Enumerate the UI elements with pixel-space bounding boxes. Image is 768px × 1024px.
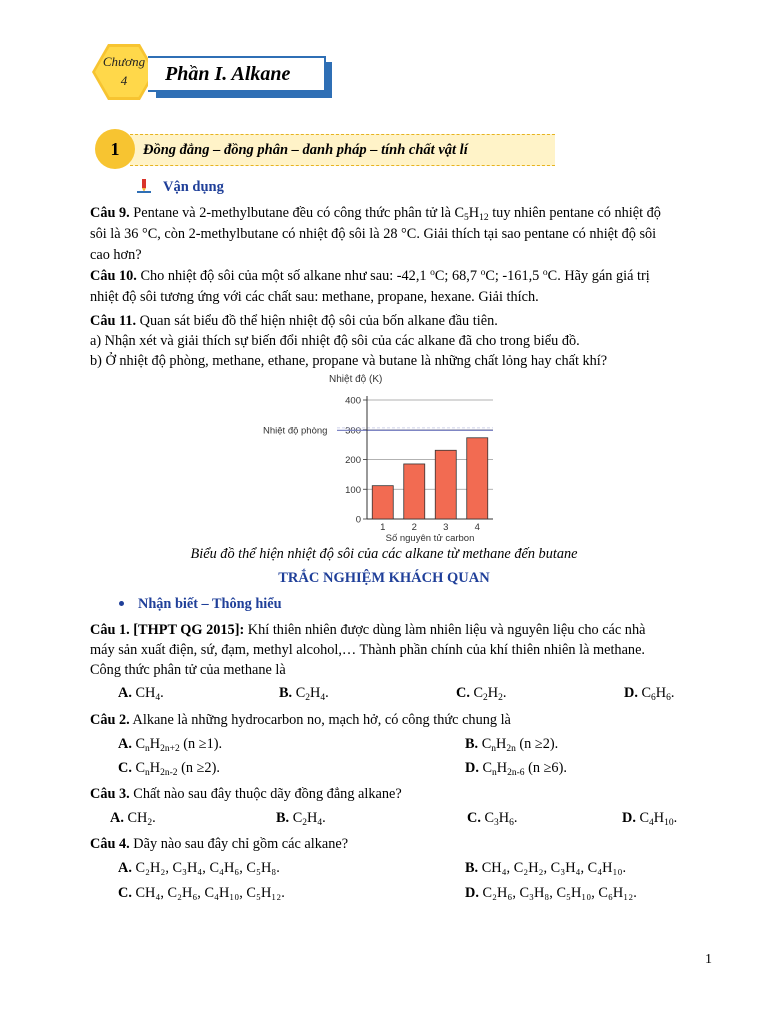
option-letter: D. — [465, 760, 479, 776]
mq3-label: Câu 3. — [90, 786, 130, 802]
mq1-label: Câu 1. [THPT QG 2015]: — [90, 622, 245, 638]
option-letter: A. — [110, 810, 124, 826]
chart-bar — [404, 464, 425, 519]
mq3-option-c[interactable] — [467, 808, 517, 828]
chart-ytick-label: 300 — [345, 425, 361, 437]
mq1-text: Khí thiên nhiên được dùng làm nhiên liệu và nguyên liệu cho các nhà — [244, 622, 646, 638]
formula-sub: 2 — [147, 818, 153, 828]
option-letter: A. — [118, 685, 132, 701]
q10-sup: o — [542, 268, 548, 278]
bullet-icon — [119, 601, 124, 606]
formula-part: H — [310, 685, 321, 701]
mq2-label: Câu 2. — [90, 712, 130, 728]
chart-ytick-label: 200 — [345, 455, 361, 466]
formula-part: C — [481, 736, 492, 752]
q9-line-3: cao hơn? — [90, 247, 142, 263]
mq3-line-1 — [90, 784, 402, 804]
mq4-option-a[interactable] — [118, 858, 280, 878]
chart-bar — [467, 438, 488, 519]
formula-sub: 2n+2 — [160, 744, 180, 754]
formula-part: C — [482, 760, 493, 776]
formula-part: H — [653, 810, 665, 826]
formula-part: . — [513, 810, 518, 826]
q9-text: tuy nhiên pentane có nhiệt độ — [488, 205, 661, 221]
formula-sub: 6 — [666, 693, 671, 703]
mq2-text: Alkane là những hydrocarbon no, mạch hở, có công thức chung là — [129, 712, 511, 728]
page-number: 1 — [705, 952, 712, 967]
formula-part: . — [160, 685, 164, 701]
formula-sub: 3 — [494, 818, 499, 828]
chart-bar — [372, 486, 393, 519]
formula-part: H — [149, 760, 161, 776]
option-letter: B. — [465, 736, 479, 752]
boiling-point-chart — [255, 368, 505, 548]
chart-reference-label: Nhiệt độ phòng — [263, 425, 328, 437]
q9-line-2: sôi là 36 °C, còn 2-methylbutane có nhiệt độ sôi là 28 °C. Giải thích tại sao pentane có nhiệt độ sôi — [90, 226, 657, 242]
formula-sub: n — [145, 744, 150, 754]
q9-label: Câu 9. — [90, 205, 130, 221]
chart-bar — [435, 450, 456, 519]
formula-part: C — [639, 810, 650, 826]
formula-part: C — [473, 685, 484, 701]
q11-text: Quan sát biểu đồ thể hiện nhiệt độ sôi của bốn alkane đầu tiên. — [136, 313, 498, 329]
mq3-option-a[interactable] — [110, 808, 156, 828]
formula-list: CH₄, C₂H₂, C₃H₄, C₄H₁₀. — [481, 860, 627, 876]
option-letter: C. — [118, 885, 132, 901]
section-number: 1 — [95, 129, 135, 169]
chart-xtick-label: 2 — [411, 522, 417, 533]
mq3-text: Chất nào sau đây thuộc dãy đồng đẳng alkane? — [129, 786, 402, 802]
option-letter: C. — [467, 810, 481, 826]
q10-label: Câu 10. — [90, 268, 137, 284]
formula-sub: n — [145, 768, 150, 778]
q10-text: C; -161,5 — [485, 268, 543, 284]
formula-part: H — [149, 736, 161, 752]
mq1-option-a[interactable] — [118, 683, 164, 703]
option-letter: A. — [118, 736, 132, 752]
mq1-line-3: Công thức phân tử của methane là — [90, 662, 286, 678]
formula-sub: 2n-2 — [160, 768, 178, 778]
formula-part: . — [152, 810, 156, 826]
nhanbiet-heading: Nhận biết – Thông hiểu — [138, 596, 282, 612]
option-letter: A. — [118, 860, 132, 876]
formula-part: H — [487, 685, 499, 701]
formula-sub: n — [492, 768, 497, 778]
formula-part: H — [307, 810, 318, 826]
formula-part: . — [673, 810, 678, 826]
chart-xlabel: Số nguyên tử carbon — [385, 533, 475, 544]
formula-part: H — [498, 810, 510, 826]
formula-part: C — [292, 810, 303, 826]
chart-ylabel: Nhiệt độ (K) — [329, 374, 383, 385]
mq3-option-b[interactable] — [276, 808, 326, 828]
mq2-option-a[interactable] — [118, 734, 222, 754]
part-title: Phần I. Alkane — [165, 63, 291, 85]
mc-section-title: TRẮC NGHIỆM KHÁCH QUAN — [278, 570, 490, 586]
mq1-option-d[interactable] — [624, 683, 674, 703]
chart-caption: Biểu đồ thể hiện nhiệt độ sôi của các alkane từ methane đến butane — [190, 546, 578, 562]
option-letter: D. — [622, 810, 636, 826]
mq4-line-1 — [90, 834, 348, 854]
q11-label: Câu 11. — [90, 313, 137, 329]
formula-part: C — [135, 736, 146, 752]
chart-ytick-label: 400 — [345, 395, 361, 407]
formula-part: (n ≥1). — [179, 736, 223, 752]
formula-part: CH — [135, 685, 156, 701]
option-letter: C. — [456, 685, 470, 701]
mq2-option-b[interactable] — [465, 734, 558, 754]
q10-line-1 — [90, 266, 650, 286]
mq4-option-d[interactable] — [465, 883, 637, 903]
mq4-option-c[interactable] — [118, 883, 285, 903]
formula-sub: 10 — [664, 818, 674, 828]
q10-text: C. Hãy gán giá trị — [547, 268, 650, 284]
formula-part: C — [484, 810, 495, 826]
formula-sub: 2n-6 — [507, 768, 525, 778]
chapter-label: Chương — [102, 54, 146, 69]
formula-part: H — [496, 736, 507, 752]
mq1-option-c[interactable] — [456, 683, 506, 703]
mq1-line-1 — [90, 620, 645, 640]
formula-part: H — [496, 760, 508, 776]
option-letter: B. — [276, 810, 290, 826]
mq2-option-d[interactable] — [465, 758, 567, 778]
option-letter: D. — [624, 685, 638, 701]
chart-ytick-label: 0 — [355, 514, 361, 526]
option-letter: D. — [465, 885, 479, 901]
formula-part: CH — [127, 810, 148, 826]
formula-part: (n ≥2). — [515, 736, 559, 752]
q9-sub: 12 — [479, 213, 489, 223]
mq1-option-b[interactable] — [279, 683, 329, 703]
formula-sub: 2 — [302, 818, 307, 828]
q11-line-1 — [90, 311, 498, 331]
formula-part: H — [655, 685, 667, 701]
vandung-heading: Vận dụng — [163, 179, 224, 195]
q11-line-2: a) Nhận xét và giải thích sự biến đổi nhiệt độ sôi của các alkane đã cho trong biểu đồ. — [90, 333, 580, 349]
formula-part: . — [322, 810, 326, 826]
option-letter: C. — [118, 760, 132, 776]
formula-sub: 2 — [498, 693, 503, 703]
q9-sub: 5 — [464, 213, 469, 223]
q9-line-1 — [90, 203, 661, 223]
formula-part: C — [295, 685, 306, 701]
formula-list: CH₄, C₂H₆, C₄H₁₀, C₅H₁₂. — [135, 885, 285, 901]
chapter-number: 4 — [120, 73, 128, 88]
section-title: Đồng đẳng – đồng phân – danh pháp – tính chất vật lí — [143, 142, 468, 158]
mq4-text: Dãy nào sau đây chỉ gồm các alkane? — [129, 836, 349, 852]
pencil-icon — [137, 179, 151, 193]
formula-part: . — [325, 685, 329, 701]
q10-line-2: nhiệt độ sôi tương ứng với các chất sau: methane, propane, hexane. Giải thích. — [90, 289, 539, 305]
q11-line-3: b) Ở nhiệt độ phòng, methane, ethane, propane và butane là những chất lỏng hay chất khí? — [90, 353, 608, 369]
formula-sub: 2 — [305, 693, 310, 703]
formula-sub: n — [491, 744, 496, 754]
chart-xtick-label: 1 — [380, 522, 386, 533]
q10-text: Cho nhiệt độ sôi của một số alkane như sau: -42,1 — [136, 268, 431, 284]
mq4-option-b[interactable] — [465, 858, 626, 878]
formula-sub: 4 — [320, 693, 326, 703]
formula-sub: 4 — [317, 818, 323, 828]
chapter-badge — [92, 52, 156, 90]
q10-sup: o — [480, 268, 486, 278]
formula-sub: 4 — [155, 693, 161, 703]
option-letter: B. — [279, 685, 293, 701]
mq2-line-1 — [90, 710, 511, 730]
formula-list: C₂H₂, C₃H₄, C₄H₆, C₅H₈. — [135, 860, 280, 876]
option-letter: B. — [465, 860, 479, 876]
formula-part: (n ≥2). — [177, 760, 220, 776]
chart-ytick-label: 100 — [345, 484, 361, 496]
formula-sub: 4 — [649, 818, 654, 828]
formula-sub: 6 — [651, 693, 656, 703]
formula-list: C₂H₆, C₃H₈, C₅H₁₀, C₆H₁₂. — [482, 885, 637, 901]
formula-part: . — [502, 685, 507, 701]
formula-part: (n ≥6). — [524, 760, 567, 776]
q10-text: C; 68,7 — [434, 268, 481, 284]
mq2-option-c[interactable] — [118, 758, 220, 778]
formula-sub: 2 — [483, 693, 488, 703]
chart-xtick-label: 4 — [474, 522, 480, 533]
formula-sub: 6 — [509, 818, 514, 828]
formula-part: C — [641, 685, 652, 701]
mq4-label: Câu 4. — [90, 836, 130, 852]
formula-part: C — [135, 760, 146, 776]
chart-xtick-label: 3 — [443, 522, 449, 533]
mq3-option-d[interactable] — [622, 808, 677, 828]
q10-sup: o — [430, 268, 435, 278]
mq1-line-2: máy sản xuất điện, sứ, đạm, methyl alcohol,… Thành phần chính của khí thiên nhiên là methane. — [90, 642, 645, 658]
q9-text: Pentane và 2-methylbutane đều có công thức phân tử là C — [129, 205, 465, 221]
q9-text: H — [468, 205, 480, 221]
formula-sub: 2n — [506, 744, 516, 754]
formula-part: . — [670, 685, 675, 701]
